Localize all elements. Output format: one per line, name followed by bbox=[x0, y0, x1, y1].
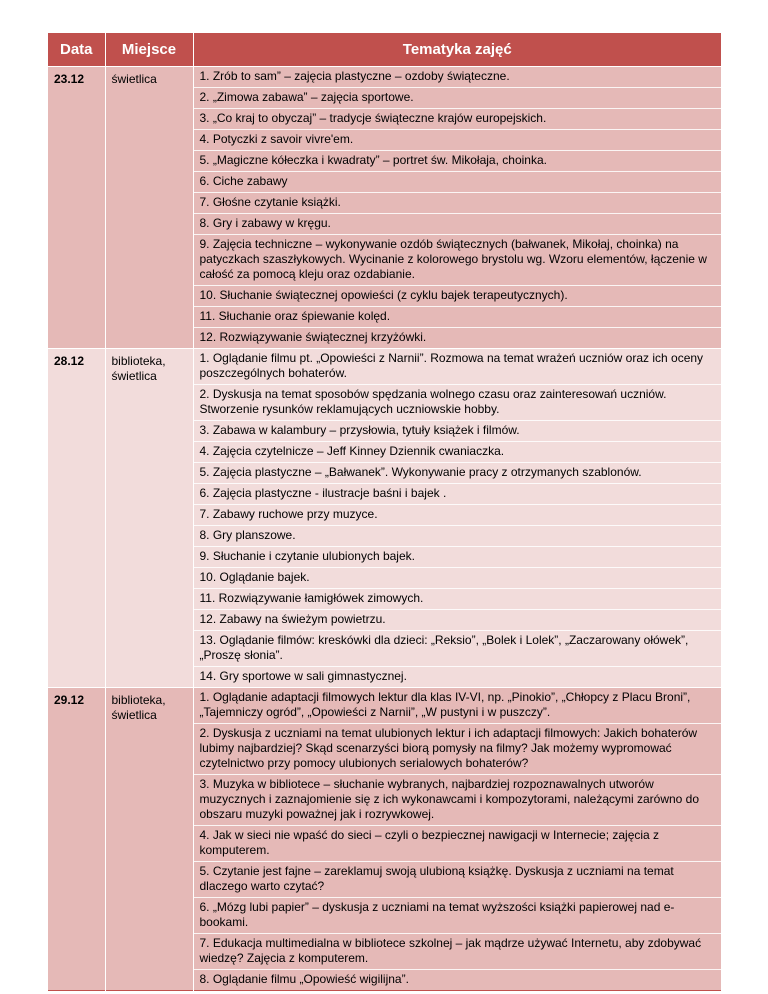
topic-item: 6. Zajęcia plastyczne - ilustracje baśni i bajek . bbox=[194, 484, 722, 505]
topic-item: 11. Słuchanie oraz śpiewanie kolęd. bbox=[194, 307, 722, 328]
topic-item: 9. Zajęcia techniczne – wykonywanie ozdób świątecznych (bałwanek, Mikołaj, choinka) na patyczkach szaszłykowych. Wycinanie z kolorowego brystolu wg. Wzoru elementów, łączenie w całość za pomocą kleju oraz ozdabianie. bbox=[194, 235, 722, 286]
topic-item: 7. Zabawy ruchowe przy muzyce. bbox=[194, 505, 722, 526]
topic-item: 8. Oglądanie filmu „Opowieść wigilijna”. bbox=[199, 972, 409, 986]
topic-item: 4. Potyczki z savoir vivre'em. bbox=[194, 130, 722, 151]
schedule-table-wrapper bbox=[48, 33, 721, 991]
topic-item: 3. Zabawa w kalambury – przysłowia, tytuły książek i filmów. bbox=[194, 421, 722, 442]
date-cell: 29.12 bbox=[48, 688, 105, 991]
schedule-table bbox=[48, 33, 721, 991]
topic-item: 5. Czytanie jest fajne – zareklamuj swoją ulubioną książkę. Dyskusja z uczniami na temat dlaczego warto czytać? bbox=[194, 862, 722, 898]
topic-item: 9. Słuchanie i czytanie ulubionych bajek. bbox=[194, 547, 722, 568]
topic-item: 10. Słuchanie świątecznej opowieści (z cyklu bajek terapeutycznych). bbox=[194, 286, 722, 307]
topic-item: 1. Oglądanie adaptacji filmowych lektur dla klas IV-VI, np. „Pinokio”, „Chłopcy z Placu Broni”, „Tajemniczy ogród”, „Opowieści z Narnii”, „W pustyni i w puszczy”. bbox=[194, 688, 722, 724]
table-row bbox=[48, 349, 721, 688]
header-tematyka: Tematyka zajęć bbox=[193, 33, 721, 67]
topic-item: 8. Gry planszowe. bbox=[194, 526, 722, 547]
topic-item: 12. Rozwiązywanie świątecznej krzyżówki. bbox=[199, 330, 427, 344]
topic-item: 14. Gry sportowe w sali gimnastycznej. bbox=[199, 669, 407, 683]
topic-item: 6. Ciche zabawy bbox=[194, 172, 722, 193]
place-cell: biblioteka, świetlica bbox=[105, 349, 193, 688]
topics-cell bbox=[193, 67, 721, 349]
topics-cell bbox=[193, 688, 721, 991]
topic-item: 3. Muzyka w bibliotece – słuchanie wybranych, najbardziej rozpoznawalnych utworów muzycznych i zaznajomienie się z ich wykonawcami i kompozytorami, należącymi zarówno do obszaru muzyki poważnej jak i rozrywkowej. bbox=[194, 775, 722, 826]
topic-item: 7. Głośne czytanie książki. bbox=[194, 193, 722, 214]
topic-item: 1. Oglądanie filmu pt. „Opowieści z Narnii”. Rozmowa na temat wrażeń uczniów oraz ich oceny poszczególnych bohaterów. bbox=[194, 349, 722, 385]
topic-item: 10. Oglądanie bajek. bbox=[194, 568, 722, 589]
topic-item: 2. „Zimowa zabawa” – zajęcia sportowe. bbox=[194, 88, 722, 109]
header-data: Data bbox=[48, 33, 105, 67]
topic-item: 12. Zabawy na świeżym powietrzu. bbox=[194, 610, 722, 631]
topic-item: 3. „Co kraj to obyczaj” – tradycje świąteczne krajów europejskich. bbox=[194, 109, 722, 130]
date-cell: 23.12 bbox=[48, 67, 105, 349]
place-cell: świetlica bbox=[105, 67, 193, 349]
topic-item: 5. Zajęcia plastyczne – „Bałwanek”. Wykonywanie pracy z otrzymanych szablonów. bbox=[194, 463, 722, 484]
topic-item: 6. „Mózg lubi papier” – dyskusja z uczniami na temat wyższości książki papierowej nad e-bookami. bbox=[194, 898, 722, 934]
topic-item: 4. Zajęcia czytelnicze – Jeff Kinney Dziennik cwaniaczka. bbox=[194, 442, 722, 463]
topic-item: 8. Gry i zabawy w kręgu. bbox=[194, 214, 722, 235]
place-cell: biblioteka, świetlica bbox=[105, 688, 193, 991]
header-row bbox=[48, 33, 721, 67]
topic-item: 7. Edukacja multimedialna w bibliotece szkolnej – jak mądrze używać Internetu, aby zdobywać wiedzę? Zajęcia z komputerem. bbox=[194, 934, 722, 970]
table-row bbox=[48, 67, 721, 349]
topic-item: 5. „Magiczne kółeczka i kwadraty” – portret św. Mikołaja, choinka. bbox=[194, 151, 722, 172]
header-miejsce: Miejsce bbox=[105, 33, 193, 67]
topics-cell bbox=[193, 349, 721, 688]
topic-item: 4. Jak w sieci nie wpaść do sieci – czyli o bezpiecznej nawigacji w Internecie; zajęcia z komputerem. bbox=[194, 826, 722, 862]
date-cell: 28.12 bbox=[48, 349, 105, 688]
topic-item: 13. Oglądanie filmów: kreskówki dla dzieci: „Reksio”, „Bolek i Lolek”, „Zaczarowany ołówek”, „Proszę słonia”. bbox=[194, 631, 722, 667]
table-row bbox=[48, 688, 721, 991]
topic-item: 1. Zrób to sam” – zajęcia plastyczne – ozdoby świąteczne. bbox=[194, 67, 722, 88]
topic-item: 2. Dyskusja na temat sposobów spędzania wolnego czasu oraz zainteresowań uczniów. Stworzenie rysunków reklamujących uczniowskie hobby. bbox=[194, 385, 722, 421]
topic-item: 2. Dyskusja z uczniami na temat ulubionych lektur i ich adaptacji filmowych: Jakich bohaterów lubimy najbardziej? Skąd scenarzyści biorą pomysły na filmy? Jak możemy wypromować czytelnictwo przy pomocy ulubionych serialowych bohaterów? bbox=[194, 724, 722, 775]
topic-item: 11. Rozwiązywanie łamigłówek zimowych. bbox=[194, 589, 722, 610]
